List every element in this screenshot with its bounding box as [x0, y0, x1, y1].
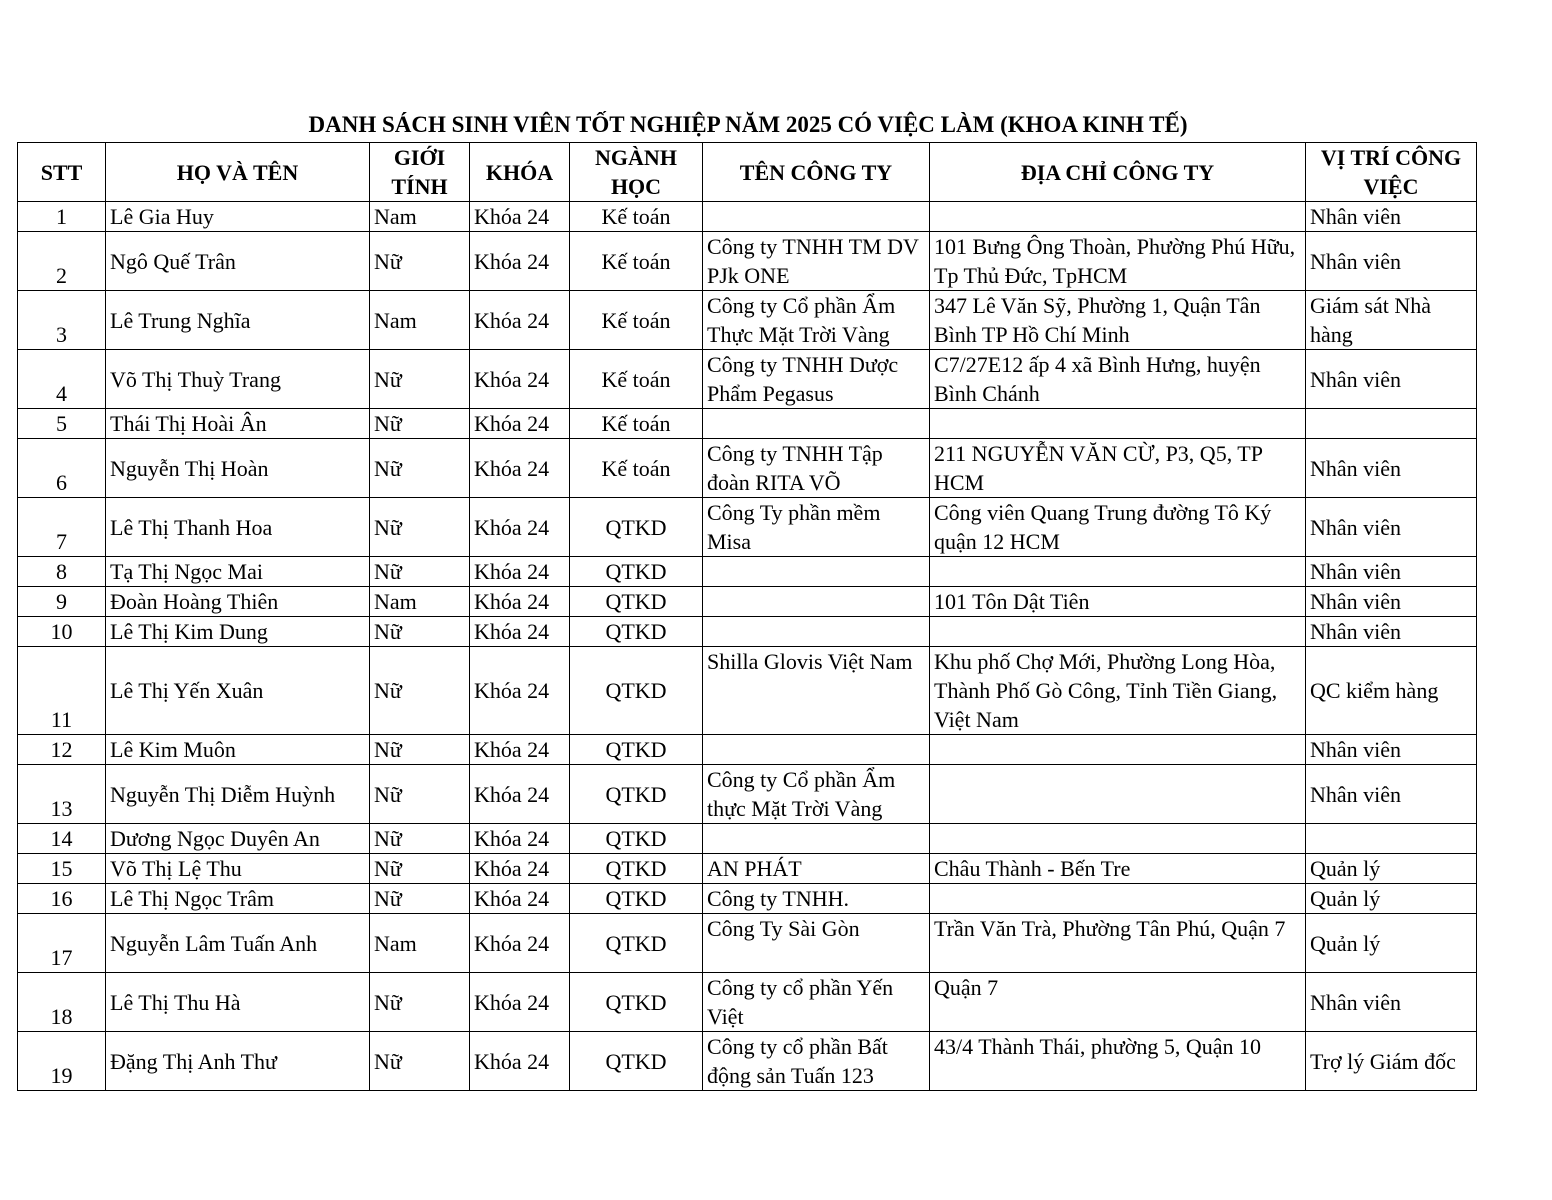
cell-stt: 18	[18, 973, 106, 1032]
cell-address: 211 NGUYỄN VĂN CỪ, P3, Q5, TP HCM	[930, 439, 1306, 498]
cell-sex: Nữ	[370, 1032, 470, 1091]
cell-company: Công ty Cổ phần Ẩm Thực Mặt Trời Vàng	[703, 291, 930, 350]
cell-address: 347 Lê Văn Sỹ, Phường 1, Quận Tân Bình TP Hồ Chí Minh	[930, 291, 1306, 350]
cell-khoa: Khóa 24	[470, 439, 570, 498]
cell-name: Lê Trung Nghĩa	[106, 291, 370, 350]
cell-company	[703, 824, 930, 854]
cell-name: Nguyễn Thị Hoàn	[106, 439, 370, 498]
cell-major: QTKD	[570, 914, 703, 973]
cell-major: QTKD	[570, 557, 703, 587]
cell-company: Shilla Glovis Việt Nam	[703, 647, 930, 735]
cell-position: Quản lý	[1306, 854, 1477, 884]
cell-position: Trợ lý Giám đốc	[1306, 1032, 1477, 1091]
cell-company	[703, 409, 930, 439]
cell-sex: Nữ	[370, 409, 470, 439]
cell-position: Nhân viên	[1306, 973, 1477, 1032]
cell-name: Ngô Quế Trân	[106, 232, 370, 291]
cell-khoa: Khóa 24	[470, 350, 570, 409]
cell-company	[703, 202, 930, 232]
cell-sex: Nữ	[370, 557, 470, 587]
cell-major: QTKD	[570, 973, 703, 1032]
header-khoa: KHÓA	[470, 143, 570, 202]
cell-name: Tạ Thị Ngọc Mai	[106, 557, 370, 587]
header-company: TÊN CÔNG TY	[703, 143, 930, 202]
table-row	[18, 232, 1477, 291]
cell-company	[703, 735, 930, 765]
cell-position: Nhân viên	[1306, 765, 1477, 824]
cell-address	[930, 409, 1306, 439]
cell-position: Quản lý	[1306, 884, 1477, 914]
cell-stt: 17	[18, 914, 106, 973]
cell-address	[930, 884, 1306, 914]
table-row	[18, 439, 1477, 498]
cell-company: Công ty TNHH.	[703, 884, 930, 914]
table-row	[18, 498, 1477, 557]
cell-address	[930, 617, 1306, 647]
cell-major: QTKD	[570, 884, 703, 914]
cell-name: Lê Thị Yến Xuân	[106, 647, 370, 735]
table-row	[18, 350, 1477, 409]
cell-stt: 1	[18, 202, 106, 232]
cell-company: Công Ty phần mềm Misa	[703, 498, 930, 557]
cell-khoa: Khóa 24	[470, 735, 570, 765]
cell-address: C7/27E12 ấp 4 xã Bình Hưng, huyện Bình Chánh	[930, 350, 1306, 409]
cell-major: QTKD	[570, 587, 703, 617]
table-row	[18, 884, 1477, 914]
cell-position: Nhân viên	[1306, 350, 1477, 409]
cell-address: 101 Tôn Dật Tiên	[930, 587, 1306, 617]
table-row	[18, 765, 1477, 824]
table-row	[18, 202, 1477, 232]
cell-address: Khu phố Chợ Mới, Phường Long Hòa, Thành Phố Gò Công, Tỉnh Tiền Giang, Việt Nam	[930, 647, 1306, 735]
header-stt: STT	[18, 143, 106, 202]
cell-address: 101 Bưng Ông Thoàn, Phường Phú Hữu, Tp Thủ Đức, TpHCM	[930, 232, 1306, 291]
cell-company: Công ty TNHH TM DV PJk ONE	[703, 232, 930, 291]
cell-major: Kế toán	[570, 409, 703, 439]
cell-major: QTKD	[570, 617, 703, 647]
cell-khoa: Khóa 24	[470, 914, 570, 973]
cell-name: Đoàn Hoàng Thiên	[106, 587, 370, 617]
cell-address	[930, 557, 1306, 587]
header-address: ĐỊA CHỈ CÔNG TY	[930, 143, 1306, 202]
cell-stt: 10	[18, 617, 106, 647]
cell-name: Lê Thị Kim Dung	[106, 617, 370, 647]
cell-address: Quận 7	[930, 973, 1306, 1032]
cell-sex: Nam	[370, 914, 470, 973]
cell-sex: Nữ	[370, 765, 470, 824]
cell-name: Lê Kim Muôn	[106, 735, 370, 765]
cell-position: Nhân viên	[1306, 439, 1477, 498]
cell-major: QTKD	[570, 1032, 703, 1091]
header-sex: GIỚI TÍNH	[370, 143, 470, 202]
cell-sex: Nữ	[370, 824, 470, 854]
cell-address: Công viên Quang Trung đường Tô Ký quận 12 HCM	[930, 498, 1306, 557]
cell-position: Nhân viên	[1306, 617, 1477, 647]
cell-company	[703, 587, 930, 617]
cell-name: Võ Thị Lệ Thu	[106, 854, 370, 884]
cell-khoa: Khóa 24	[470, 498, 570, 557]
cell-address: Trần Văn Trà, Phường Tân Phú, Quận 7	[930, 914, 1306, 973]
cell-khoa: Khóa 24	[470, 824, 570, 854]
cell-address: 43/4 Thành Thái, phường 5, Quận 10	[930, 1032, 1306, 1091]
cell-name: Lê Gia Huy	[106, 202, 370, 232]
cell-stt: 15	[18, 854, 106, 884]
table-row	[18, 647, 1477, 735]
cell-position: Nhân viên	[1306, 202, 1477, 232]
cell-major: Kế toán	[570, 439, 703, 498]
table-row	[18, 409, 1477, 439]
cell-company	[703, 557, 930, 587]
cell-major: Kế toán	[570, 202, 703, 232]
cell-sex: Nữ	[370, 735, 470, 765]
cell-major: Kế toán	[570, 350, 703, 409]
cell-company: Công ty cổ phần Yến Việt	[703, 973, 930, 1032]
cell-position	[1306, 409, 1477, 439]
cell-name: Nguyễn Lâm Tuấn Anh	[106, 914, 370, 973]
table-row	[18, 735, 1477, 765]
cell-sex: Nam	[370, 202, 470, 232]
cell-sex: Nữ	[370, 854, 470, 884]
cell-position: Nhân viên	[1306, 232, 1477, 291]
cell-sex: Nữ	[370, 498, 470, 557]
table-row	[18, 1032, 1477, 1091]
table-row	[18, 291, 1477, 350]
cell-major: QTKD	[570, 824, 703, 854]
cell-stt: 19	[18, 1032, 106, 1091]
cell-sex: Nữ	[370, 350, 470, 409]
cell-name: Lê Thị Thanh Hoa	[106, 498, 370, 557]
header-row	[18, 143, 1477, 202]
cell-position	[1306, 824, 1477, 854]
cell-stt: 2	[18, 232, 106, 291]
table-row	[18, 914, 1477, 973]
cell-stt: 16	[18, 884, 106, 914]
cell-stt: 11	[18, 647, 106, 735]
cell-major: Kế toán	[570, 232, 703, 291]
cell-sex: Nữ	[370, 973, 470, 1032]
header-position: VỊ TRÍ CÔNG VIỆC	[1306, 143, 1477, 202]
cell-khoa: Khóa 24	[470, 647, 570, 735]
cell-position: Nhân viên	[1306, 735, 1477, 765]
cell-major: QTKD	[570, 765, 703, 824]
cell-name: Dương Ngọc Duyên An	[106, 824, 370, 854]
cell-stt: 14	[18, 824, 106, 854]
cell-khoa: Khóa 24	[470, 765, 570, 824]
cell-khoa: Khóa 24	[470, 587, 570, 617]
table-row	[18, 557, 1477, 587]
cell-position: Quản lý	[1306, 914, 1477, 973]
cell-company: AN PHÁT	[703, 854, 930, 884]
cell-sex: Nữ	[370, 439, 470, 498]
table-row	[18, 854, 1477, 884]
table-row	[18, 617, 1477, 647]
cell-sex: Nữ	[370, 232, 470, 291]
cell-sex: Nam	[370, 587, 470, 617]
cell-sex: Nam	[370, 291, 470, 350]
cell-name: Lê Thị Thu Hà	[106, 973, 370, 1032]
cell-position: Nhân viên	[1306, 587, 1477, 617]
cell-address	[930, 765, 1306, 824]
cell-major: QTKD	[570, 735, 703, 765]
header-major: NGÀNH HỌC	[570, 143, 703, 202]
cell-address	[930, 824, 1306, 854]
table-row	[18, 587, 1477, 617]
cell-khoa: Khóa 24	[470, 557, 570, 587]
cell-position: Nhân viên	[1306, 557, 1477, 587]
cell-major: QTKD	[570, 498, 703, 557]
cell-name: Võ Thị Thuỳ Trang	[106, 350, 370, 409]
cell-khoa: Khóa 24	[470, 973, 570, 1032]
cell-stt: 12	[18, 735, 106, 765]
cell-address	[930, 202, 1306, 232]
cell-khoa: Khóa 24	[470, 232, 570, 291]
cell-sex: Nữ	[370, 647, 470, 735]
cell-position: Nhân viên	[1306, 498, 1477, 557]
cell-khoa: Khóa 24	[470, 202, 570, 232]
cell-stt: 5	[18, 409, 106, 439]
cell-company: Công ty TNHH Dược Phẩm Pegasus	[703, 350, 930, 409]
cell-company: Công Ty Sài Gòn	[703, 914, 930, 973]
cell-company: Công ty Cổ phần Ẩm thực Mặt Trời Vàng	[703, 765, 930, 824]
cell-name: Thái Thị Hoài Ân	[106, 409, 370, 439]
cell-khoa: Khóa 24	[470, 291, 570, 350]
page-title: DANH SÁCH SINH VIÊN TỐT NGHIỆP NĂM 2025 CÓ VIỆC LÀM (KHOA KINH TẾ)	[308, 112, 1188, 137]
cell-sex: Nữ	[370, 617, 470, 647]
cell-position: QC kiểm hàng	[1306, 647, 1477, 735]
cell-khoa: Khóa 24	[470, 617, 570, 647]
cell-stt: 3	[18, 291, 106, 350]
cell-khoa: Khóa 24	[470, 884, 570, 914]
cell-stt: 4	[18, 350, 106, 409]
table-body	[18, 202, 1477, 1091]
cell-name: Đặng Thị Anh Thư	[106, 1032, 370, 1091]
cell-stt: 6	[18, 439, 106, 498]
cell-company: Công ty cổ phần Bất động sản Tuấn 123	[703, 1032, 930, 1091]
cell-major: QTKD	[570, 854, 703, 884]
cell-khoa: Khóa 24	[470, 854, 570, 884]
cell-name: Lê Thị Ngọc Trâm	[106, 884, 370, 914]
cell-name: Nguyễn Thị Diễm Huỳnh	[106, 765, 370, 824]
cell-company: Công ty TNHH Tập đoàn RITA VÕ	[703, 439, 930, 498]
table-row	[18, 973, 1477, 1032]
table-row	[18, 824, 1477, 854]
cell-company	[703, 617, 930, 647]
cell-stt: 13	[18, 765, 106, 824]
cell-position: Giám sát Nhà hàng	[1306, 291, 1477, 350]
cell-major: QTKD	[570, 647, 703, 735]
cell-address: Châu Thành - Bến Tre	[930, 854, 1306, 884]
cell-khoa: Khóa 24	[470, 409, 570, 439]
cell-stt: 7	[18, 498, 106, 557]
cell-stt: 8	[18, 557, 106, 587]
header-name: HỌ VÀ TÊN	[106, 143, 370, 202]
cell-address	[930, 735, 1306, 765]
cell-major: Kế toán	[570, 291, 703, 350]
student-table	[17, 142, 1477, 1091]
cell-khoa: Khóa 24	[470, 1032, 570, 1091]
cell-sex: Nữ	[370, 884, 470, 914]
cell-stt: 9	[18, 587, 106, 617]
